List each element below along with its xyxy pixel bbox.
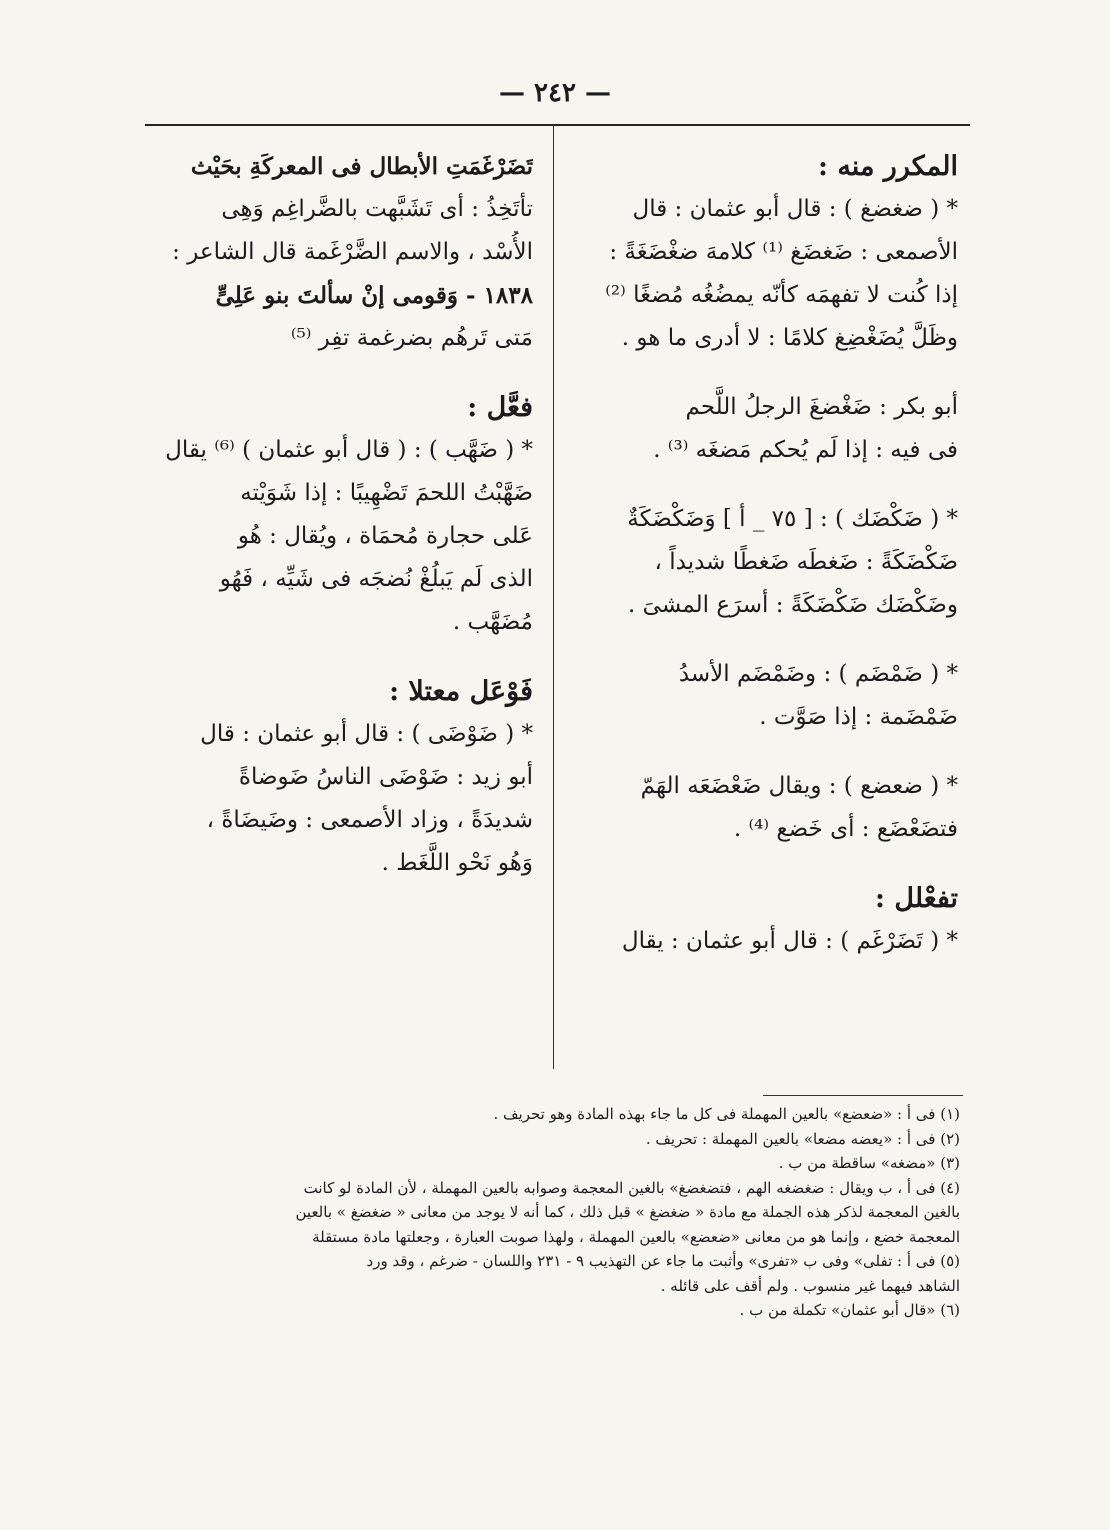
text-line: * ( ضغضغ ) : قال أبو عثمان : قال	[632, 196, 958, 222]
column-divider	[553, 124, 554, 1069]
text-line: ١٨٣٨ - وَقومى إنْ سألتَ بنو عَلِىٍّ	[215, 282, 533, 309]
page-number: — ٢٤٢ —	[498, 78, 612, 108]
text-line: شديدَةً ، وزاد الأصمعى : وضَيضَاةً ،	[206, 807, 533, 833]
section-heading: تفعْلل :	[875, 883, 958, 914]
text-line: ضَكْضَكَةً : ضَغطَه ضَغطًا شديداً ،	[654, 549, 958, 575]
paragraph-gap	[578, 739, 958, 765]
text-line: مُضَهَّب .	[452, 609, 533, 635]
text-line: * ( ضَمْضَم ) : وضَمْضَم الأسدُ	[678, 661, 958, 687]
text-line: فى فيه : إذا لَم يُحكم مَضغَه ⁽³⁾ .	[653, 437, 958, 463]
left-column	[148, 145, 533, 885]
text-line: تأتَخِذُ : أى تَشَبَّهت بالضَّراغِم وَهِى	[221, 196, 533, 222]
footnote-line: (١) فى أ : «ضعضع» بالعين المهملة فى كل ما جاء بهذه المادة وهو تحريف .	[493, 1105, 960, 1123]
footnote-line: (٥) فى أ : تفلى» وفى ب «تفرى» وأثبت ما جاء عن التهذيب ٩ - ٢٣١ واللسان - ضرغم ، وقد ورد	[366, 1252, 960, 1270]
text-line: أبو بكر : ضَغْضغَ الرجلُ اللَّحم	[685, 394, 958, 420]
text-line: أبو زيد : ضَوْضَى الناسُ ضَوضاةً	[238, 764, 533, 790]
header-rule	[145, 124, 970, 126]
section-heading: فعَّل :	[467, 392, 533, 423]
text-line: الأصمعى : ضَغضَغ ⁽¹⁾ كلامهَ ضغْضَغَةً :	[609, 239, 958, 265]
text-line: الأُسْد ، والاسم الضَّرْغَمة قال الشاعر :	[172, 239, 533, 265]
paragraph-gap	[578, 627, 958, 653]
text-line: وضَكْضَك ضَكْضَكَةً : أسرَع المشىَ .	[628, 592, 958, 618]
footnote-line: (٢) فى أ : «يعضه مضعا» بالعين المهملة : تحريف .	[645, 1129, 960, 1148]
section-heading: فَوْعَل معتلا :	[389, 676, 533, 707]
text-line: إذا كُنت لا تفهمَه كأنّه يمضُغُه مُضغًا ⁽²⁾	[605, 282, 958, 308]
footnote-line: (٦) «قال أبو عثمان» تكملة من ب .	[739, 1301, 960, 1319]
text-line: تَضَرْغَمَتِ الأبطال فى المعركَةِ بحَيْث	[190, 153, 533, 180]
text-line: * ( ضعضع ) : ويقال ضَعْضَعَه الهَمّ	[640, 773, 958, 799]
text-line: عَلى حجارة مُحمَاة ، ويُقال : هُو	[237, 523, 533, 549]
text-line: ضَهَّبْتُ اللحمَ تَضْهِيبًا : إذا شَوَيْته	[240, 480, 533, 506]
paragraph-gap	[578, 472, 958, 498]
text-line: * ( تَضَرْغَم ) : قال أبو عثمان : يقال	[621, 928, 958, 954]
paragraph-gap	[148, 360, 533, 386]
footnote-line: المعجمة خضع ، وإنما هو من معانى «ضعضع» بالعين المهملة ، ولهذا صوبت العبارة ، وجعلتها مادة مستقلة	[312, 1227, 960, 1246]
footnote-line: بالغين المعجمة لذكر هذه الجملة مع مادة « ضغضغ » قبل ذلك ، كما أنه لا يوجد من معانى « ضغضغ » بالعين	[295, 1203, 960, 1221]
text-line: ضَمْضَمة : إذا صَوَّت .	[759, 704, 958, 730]
text-line: الذى لَم يَبلُغْ نُضجَه فى شَيِّه ، فَهُو	[219, 566, 533, 592]
paragraph-gap	[578, 851, 958, 877]
text-line: * ( ضَهَّب ) : ( قال أبو عثمان ) ⁽⁶⁾ يقال	[165, 437, 533, 463]
text-line: مَتى تَرهُم بضرغمة تفِر ⁽⁵⁾	[290, 325, 533, 351]
footnote-rule	[763, 1095, 963, 1096]
section-heading: المكرر منه :	[817, 151, 958, 182]
footnotes	[148, 1102, 960, 1323]
text-line: * ( ضَكْضَك ) : [ ٧٥ _ أ ] وَضَكْضَكَةٌ	[627, 506, 958, 532]
footnote-line: (٣) «مضغه» ساقطة من ب .	[778, 1154, 960, 1172]
paragraph-gap	[148, 644, 533, 670]
right-column	[578, 145, 958, 963]
text-line: فتضَعْضَع : أى خَضع ⁽⁴⁾ .	[733, 816, 958, 842]
paragraph-gap	[578, 360, 958, 386]
text-line: وظَلَّ يُضَغْضِغ كلامًا : لا أدرى ما هو .	[621, 325, 958, 351]
text-line: وَهُو نَحْو اللَّغَط .	[381, 850, 533, 876]
text-line: * ( ضَوْضَى ) : قال أبو عثمان : قال	[200, 721, 533, 747]
footnote-line: الشاهد فيهما غير منسوب . ولم أقف على قائله .	[660, 1276, 960, 1295]
footnote-line: (٤) فى أ ، ب ويقال : ضغضغه الهم ، فتضغضغ» بالغين المعجمة وصوابه بالعين المهملة ، لأن المادة لو كانت	[303, 1178, 960, 1197]
